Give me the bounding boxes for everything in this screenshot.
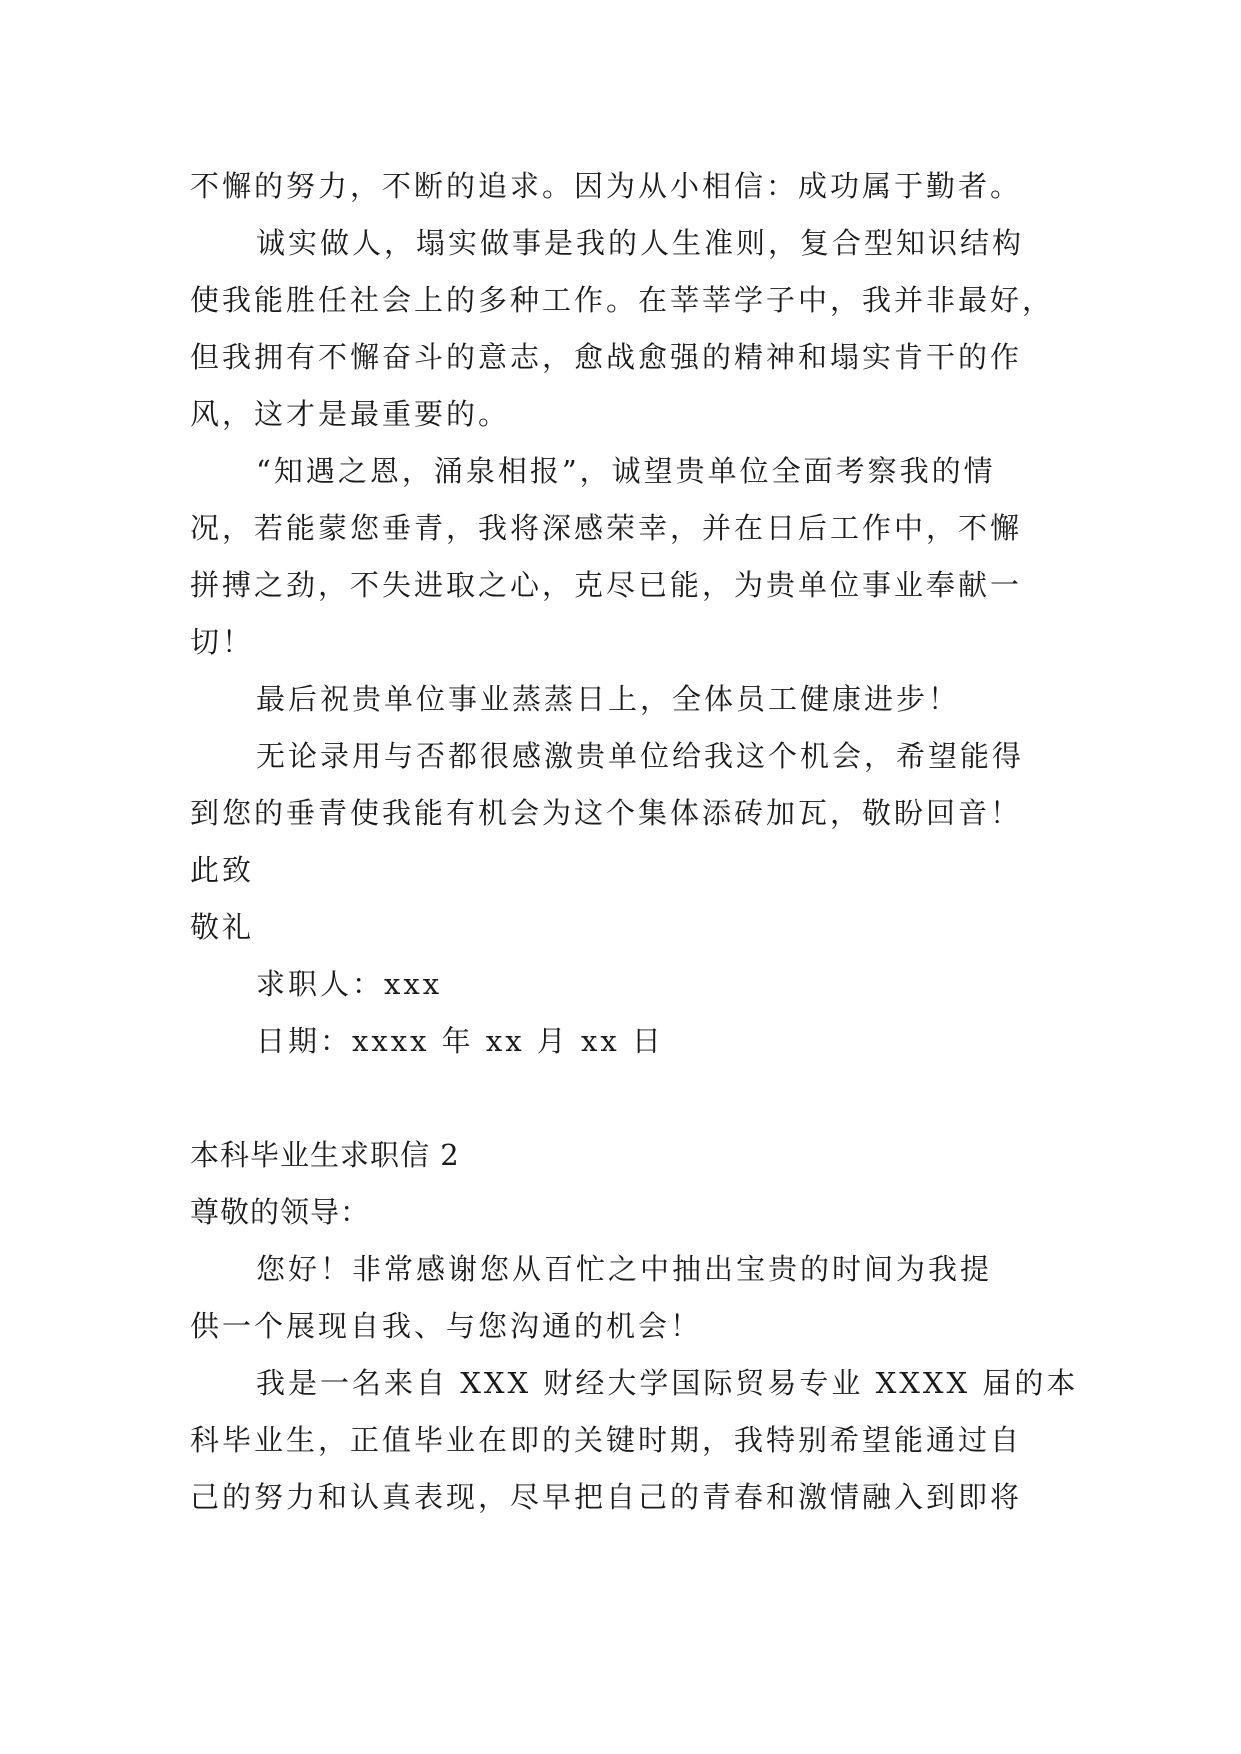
salutation: 尊敬的领导： (190, 1195, 371, 1229)
closing-line: 敬礼 (190, 910, 255, 944)
paragraph-line: 科毕业生，正值毕业在即的关键时期，我特别希望能通过自 (190, 1423, 1023, 1457)
section-title: 本科毕业生求职信 2 (190, 1138, 460, 1172)
paragraph-line: 最后祝贵单位事业蒸蒸日上，全体员工健康进步！ (256, 682, 961, 716)
paragraph-line: 风，这才是最重要的。 (190, 397, 511, 431)
date-line: 日期：xxxx 年 xx 月 xx 日 (256, 1024, 664, 1058)
paragraph-line: 诚实做人，塌实做事是我的人生准则，复合型知识结构 (256, 226, 1025, 260)
paragraph-line: 但我拥有不懈奋斗的意志，愈战愈强的精神和塌实肯干的作 (190, 340, 1023, 374)
applicant-signature: 求职人：xxx (256, 967, 443, 1001)
paragraph-line: 我是一名来自 XXX 财经大学国际贸易专业 XXXX 届的本 (256, 1366, 1079, 1400)
paragraph-line: 您好！非常感谢您从百忙之中抽出宝贵的时间为我提 (256, 1252, 993, 1286)
paragraph-line: 况，若能蒙您垂青，我将深感荣幸，并在日后工作中，不懈 (190, 511, 1023, 545)
paragraph-line: 切！ (190, 625, 255, 659)
paragraph-line: 供一个展现自我、与您沟通的机会！ (190, 1309, 703, 1343)
paragraph-line: 己的努力和认真表现，尽早把自己的青春和激情融入到即将 (190, 1480, 1023, 1514)
paragraph-line: 拼搏之劲，不失进取之心，克尽已能，为贵单位事业奉献一 (190, 568, 1023, 602)
paragraph-line: 到您的垂青使我能有机会为这个集体添砖加瓦，敬盼回音！ (190, 796, 1023, 830)
closing-line: 此致 (190, 853, 255, 887)
paragraph-line: 无论录用与否都很感激贵单位给我这个机会，希望能得 (256, 739, 1025, 773)
paragraph-line: 不懈的努力，不断的追求。因为从小相信：成功属于勤者。 (190, 169, 1023, 203)
paragraph-line: “知遇之恩，涌泉相报”，诚望贵单位全面考察我的情 (256, 454, 996, 488)
paragraph-line: 使我能胜任社会上的多种工作。在莘莘学子中，我并非最好， (190, 283, 1055, 317)
